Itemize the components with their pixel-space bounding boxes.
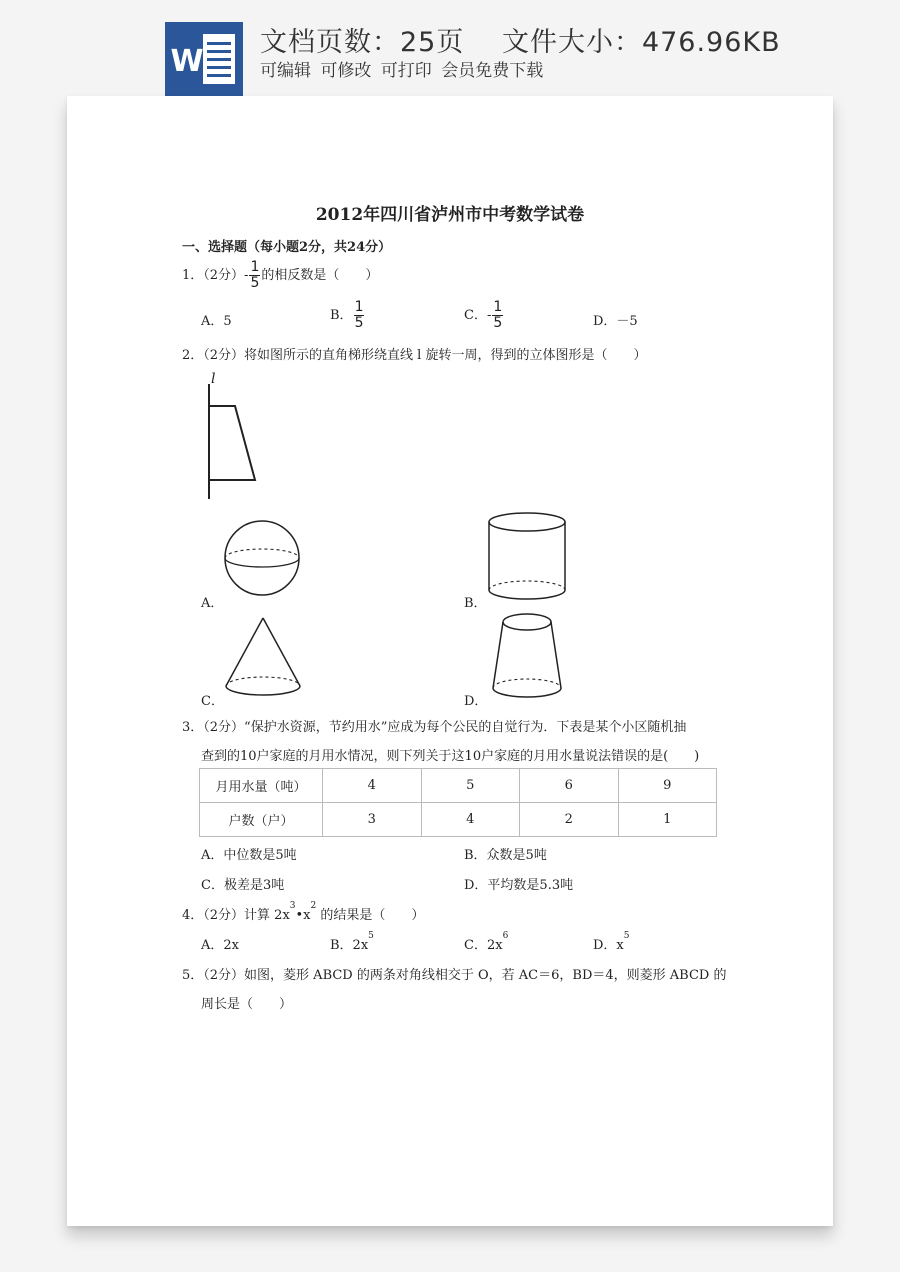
frustum-figure	[489, 610, 565, 702]
q4-option-c: C．$2x^6$	[464, 931, 509, 953]
q1-option-a: A．5	[201, 314, 232, 329]
q3-option-b: B．众数是5吨	[464, 848, 547, 863]
q4-option-d: D．$x^5$	[593, 931, 630, 953]
cone-figure	[222, 614, 304, 700]
question-3-line2: 查到的10户家庭的月用水情况，则下列关于这10户家庭的月用水量说法错误的是( )	[201, 749, 700, 764]
table-cell: 5	[421, 769, 520, 803]
table-cell: 6	[520, 769, 619, 803]
q2-option-a: A．	[201, 596, 224, 611]
trapezoid-figure	[197, 371, 267, 504]
table-header-cell: 户数（户）	[200, 803, 323, 837]
q2-option-b: B．	[464, 596, 487, 611]
download-banner	[0, 0, 900, 100]
q1-option-d: D．－5	[593, 314, 638, 329]
document-page	[67, 96, 833, 1226]
table-cell: 4	[323, 769, 422, 803]
line-l-label: l	[211, 371, 216, 387]
table-header-cell: 月用水量（吨）	[200, 769, 323, 803]
fraction: $\frac{1}{5}$	[250, 259, 260, 291]
table-cell: 3	[323, 803, 422, 837]
table-row	[200, 803, 717, 837]
q1-option-c: C．- $\frac{1}{5}$	[464, 299, 503, 331]
q3-option-d: D．平均数是5.3吨	[464, 878, 574, 893]
table-cell: 1	[618, 803, 717, 837]
section-heading: 一、选择题（每小题2分，共24分）	[182, 240, 392, 255]
document-title: 2012年四川省泸州市中考数学试卷	[315, 205, 585, 225]
table-cell: 2	[520, 803, 619, 837]
q2-option-d: D．	[464, 694, 488, 709]
sphere-figure	[222, 518, 302, 600]
q4-option-b: B．$2x^5$	[330, 931, 374, 953]
question-5-line2: 周长是（ ）	[201, 997, 293, 1012]
q2-option-c: C．	[201, 694, 224, 709]
q3-option-a: A．中位数是5吨	[201, 848, 297, 863]
table-row	[200, 769, 717, 803]
question-5-line1: 5．（2分）如图，菱形 ABCD 的两条对角线相交于 O，若 AC＝6，BD＝4，则菱形 ABCD 的	[182, 968, 727, 983]
question-4: 4．（2分）计算 $2x^3•x^2$ 的结果是（ ）	[182, 901, 425, 923]
table-cell: 4	[421, 803, 520, 837]
question-3-line1: 3．（2分）“保护水资源，节约用水”应成为每个公民的自觉行为．下表是某个小区随机抽	[182, 720, 687, 735]
q1-option-b: B． $\frac{1}{5}$	[330, 299, 364, 331]
word-document-icon	[165, 22, 243, 96]
q3-option-c: C．极差是3吨	[201, 878, 285, 893]
table-cell: 9	[618, 769, 717, 803]
banner-subtitle: 可编辑 可修改 可打印 会员免费下载	[260, 61, 544, 81]
banner-title: 文档页数：25页 文件大小：476.96KB	[260, 27, 781, 58]
question-1: 1．（2分）- $\frac{1}{5}$ 的相反数是（ ）	[182, 259, 379, 291]
water-usage-table	[199, 768, 717, 837]
question-2: 2．（2分）将如图所示的直角梯形绕直线 l 旋转一周，得到的立体图形是（ ）	[182, 348, 647, 363]
word-icon-letter: W	[170, 44, 204, 79]
cylinder-figure	[485, 510, 569, 602]
q4-option-a: A．2x	[201, 938, 239, 953]
